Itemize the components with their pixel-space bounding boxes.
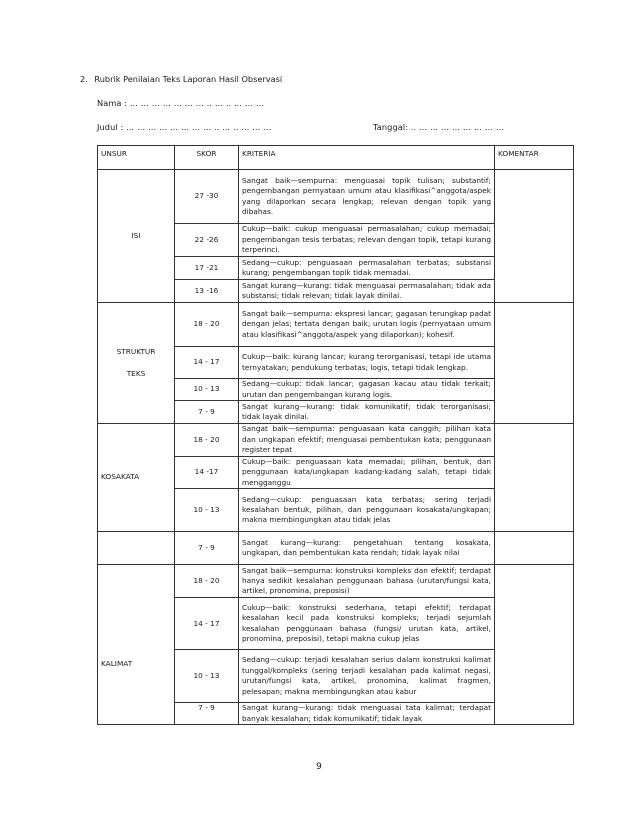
skor-cell: 14 -17: [175, 457, 239, 489]
unsur-cell-kalimat: KALIMAT: [98, 565, 175, 725]
table-row: [98, 532, 574, 565]
skor-cell: 14 - 17: [175, 598, 239, 650]
page-number: 9: [316, 762, 322, 772]
kriteria-cell: Sangat baik—sempurna: konstruksi kompleks dan efektif; terdapat hanya sedikit kesalahan penggunaan bahasa (urutan/fungsi kata, artikel, pronomina, preposisi): [239, 565, 495, 598]
nama-field: Nama : … … … … … … … .. … .. … … …: [97, 98, 265, 108]
kriteria-cell: Sangat baik—sempurna: penguasaan kata canggih; pilihan kata dan ungkapan efektif; menguasai pembentukan kata; penggunaan register tepat: [239, 424, 495, 457]
kriteria-cell: Sangat kurang—kurang: tidak komunikatif; tidak terorganisasi; tidak layak dinilai.: [239, 401, 495, 424]
unsur-label-2: TEKS: [126, 369, 146, 378]
unsur-cell-isi: ISI: [98, 170, 175, 303]
skor-cell: 7 - 9: [175, 532, 239, 565]
kriteria-cell: Cukup—baik: kurang lancar; kurang terorganisasi, tetapi ide utama ternyatakan; pendukung terbatas; logis, tetapi tidak lengkap.: [239, 347, 495, 379]
header-skor: SKOR: [175, 146, 239, 170]
header-komentar: KOMENTAR: [495, 146, 574, 170]
skor-cell: 22 -26: [175, 224, 239, 257]
skor-cell: 7 - 9: [175, 401, 239, 424]
komentar-cell[interactable]: [495, 424, 574, 532]
kriteria-cell: Sangat kurang—kurang: tidak menguasai tata kalimat; terdapat banyak kesalahan; tidak komunikatif; tidak layak: [239, 703, 495, 725]
unsur-cell-struktur-teks: [98, 303, 175, 424]
header-unsur: UNSUR: [98, 146, 175, 170]
komentar-cell[interactable]: [495, 170, 574, 303]
kriteria-cell: Sangat kurang—kurang: pengetahuan tentang kosakata, ungkapan, dan pembentukan kata rendah; tidak layak nilai: [239, 532, 495, 565]
komentar-cell[interactable]: [495, 532, 574, 565]
kriteria-cell: Cukup—baik: konstruksi sederhana, tetapi efektif; terdapat kesalahan kecil pada konstruksi kompleks; terjadi sejumlah kesalahan penggunaan bahasa (fungsi/ urutan kata, artikel, pronomina, preposisi), tetapi makna cukup jelas: [239, 598, 495, 650]
skor-cell: 18 - 20: [175, 303, 239, 347]
table-row: [98, 424, 574, 457]
skor-cell: 10 - 13: [175, 379, 239, 401]
kriteria-cell: Cukup—baik: penguasaan kata memadai; pilihan, bentuk, dan penggunaan kata/ungkapan kadang-kadang salah, tetapi tidak mengganggu: [239, 457, 495, 489]
rubric-table: [97, 145, 574, 725]
skor-cell: 10 - 13: [175, 489, 239, 532]
table-row: [98, 303, 574, 347]
skor-cell: 10 - 13: [175, 650, 239, 703]
skor-cell: 18 - 20: [175, 565, 239, 598]
skor-cell: 14 - 17: [175, 347, 239, 379]
skor-cell: 27 -30: [175, 170, 239, 224]
kriteria-cell: Sangat kurang—kurang: tidak menguasai permasalahan; tidak ada substansi; tidak relevan; tidak layak dinilai.: [239, 280, 495, 303]
kriteria-cell: Sedang—cukup: penguasaan permasalahan terbatas; substansi kurang; pengembangan topik tidak memadai.: [239, 257, 495, 280]
skor-cell: 18 - 20: [175, 424, 239, 457]
komentar-cell[interactable]: [495, 565, 574, 725]
kriteria-cell: Sedang—cukup: penguasaan kata terbatas; sering terjadi kesalahan bentuk, pilihan, dan penggunaan kosakata/ungkapan; makna membingungkan atau tidak jelas: [239, 489, 495, 532]
unsur-cell-kosakata: KOSAKATA: [98, 424, 175, 532]
skor-cell: 13 -16: [175, 280, 239, 303]
unsur-label: STRUKTUR: [116, 346, 156, 356]
table-header-row: [98, 146, 574, 170]
kriteria-cell: Sangat baik—sempurna: ekspresi lancar; gagasan terungkap padat dengan jelas; tertata dengan baik; urutan logis (pernyataan umum atau klasifikasi^anggota/aspek yang dilaporkan); kohesif.: [239, 303, 495, 347]
header-kriteria: KRITERIA: [239, 146, 495, 170]
skor-cell: 7 - 9: [175, 703, 239, 725]
kriteria-cell: Sedang—cukup: tidak lancar; gagasan kacau atau tidak terkait; urutan dan pengembangan kurang logis.: [239, 379, 495, 401]
section-number: 2.: [80, 74, 88, 84]
section-heading: [80, 74, 282, 84]
kriteria-cell: Sangat baik—sempurna: menguasai topik tulisan; substantif; pengembangan pernyataan umum atau klasifikasi^anggota/aspek yang dilaporkan secara lengkap; relevan dengan topik yang dibahas.: [239, 170, 495, 224]
table-row: [98, 170, 574, 224]
kriteria-cell: Sedang—cukup: terjadi kesalahan serius dalam konstruksi kalimat tunggal/kompleks (sering terjadi kesalahan pada kalimat negasi, urutan/fungsi kata, artikel, pronomina, kalimat fragmen, pelesapan; makna membingungkan atau kabur: [239, 650, 495, 703]
table-row: [98, 565, 574, 598]
tanggal-field: Tanggal: .. … … … … … … … …: [373, 122, 505, 132]
section-title: Rubrik Penilaian Teks Laporan Hasil Observasi: [94, 74, 283, 84]
judul-field: Judul : … … … … … … … … .. … .. … … …: [97, 122, 272, 132]
komentar-cell[interactable]: [495, 303, 574, 424]
kriteria-cell: Cukup—baik: cukup menguasai permasalahan; cukup memadai; pengembangan tesis terbatas; relevan dengan topik, tetapi kurang terperinci.: [239, 224, 495, 257]
unsur-cell-empty: [98, 532, 175, 565]
skor-cell: 17 -21: [175, 257, 239, 280]
